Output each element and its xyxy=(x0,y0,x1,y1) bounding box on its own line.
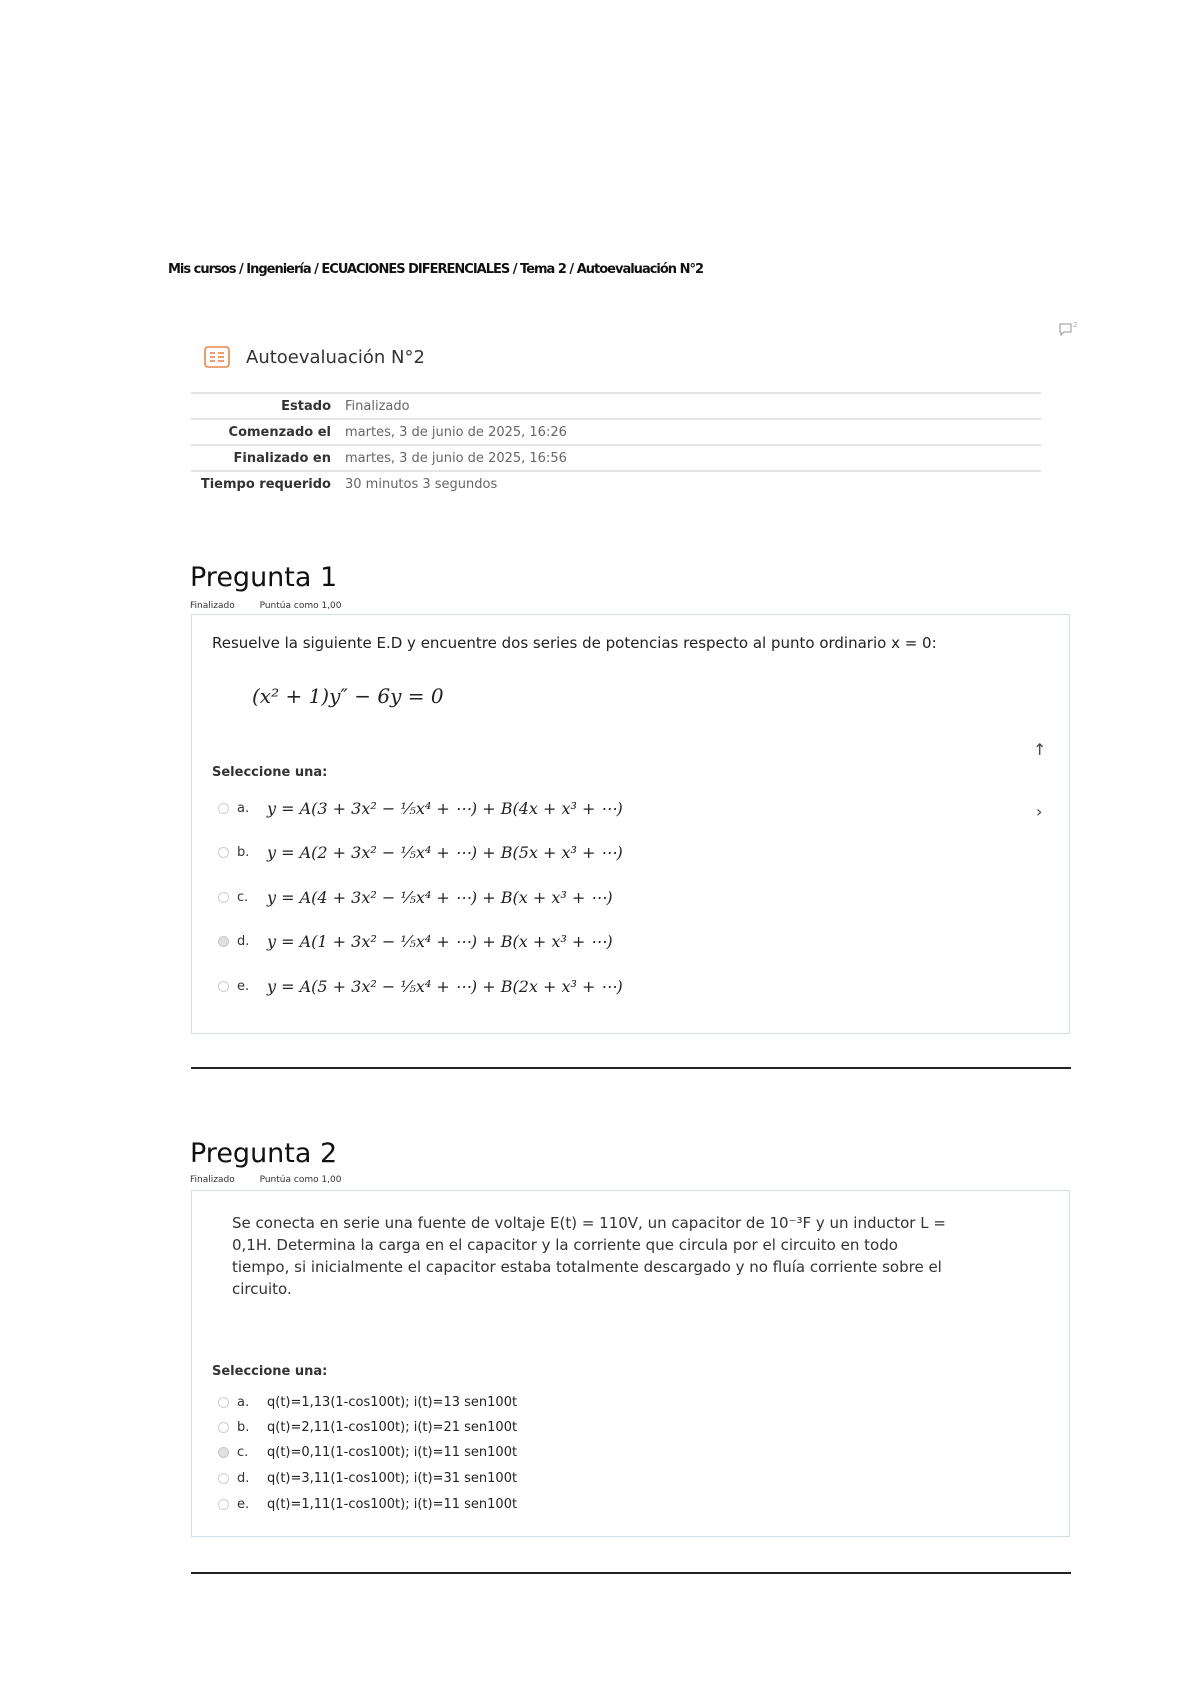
option-text: q(t)=3,11(1-cos100t); i(t)=31 sen100t xyxy=(267,1470,518,1486)
question-2-title: Pregunta 2 xyxy=(190,1138,338,1169)
summary-row xyxy=(191,419,1041,445)
radio-button[interactable] xyxy=(218,981,229,992)
option-text: q(t)=0,11(1-cos100t); i(t)=11 sen100t xyxy=(267,1444,518,1460)
option-text: q(t)=1,13(1-cos100t); i(t)=13 sen100t xyxy=(267,1394,518,1410)
summary-row xyxy=(191,471,1041,496)
radio-button[interactable] xyxy=(218,803,229,814)
option-letter: e. xyxy=(237,978,250,994)
option-letter: b. xyxy=(237,1419,250,1435)
summary-label: Estado xyxy=(191,393,345,419)
option-text: y = A(4 + 3x² − ⅕x⁴ + ⋯) + B(x + x³ + ⋯) xyxy=(267,887,613,907)
select-label: Seleccione una: xyxy=(212,1364,328,1379)
svg-text:2: 2 xyxy=(1073,321,1078,329)
radio-button[interactable] xyxy=(218,847,229,858)
option-letter: c. xyxy=(237,1444,249,1460)
option-letter: a. xyxy=(237,1394,250,1410)
summary-value: martes, 3 de junio de 2025, 16:56 xyxy=(345,445,1041,471)
radio-button[interactable] xyxy=(218,1499,229,1510)
option-text: y = A(5 + 3x² − ⅕x⁴ + ⋯) + B(2x + x³ + ⋯) xyxy=(267,976,623,996)
chevron-right-icon[interactable]: › xyxy=(1036,802,1043,821)
summary-label: Finalizado en xyxy=(191,445,345,471)
question-status: Finalizado xyxy=(190,1175,235,1185)
radio-button[interactable] xyxy=(218,1473,229,1484)
summary-value: Finalizado xyxy=(345,393,1041,419)
radio-button[interactable] xyxy=(218,1397,229,1408)
option-text: y = A(1 + 3x² − ⅕x⁴ + ⋯) + B(x + x³ + ⋯) xyxy=(267,931,613,951)
option-letter: a. xyxy=(237,800,250,816)
question-1-text: Resuelve la siguiente E.D y encuentre dos series de potencias respecto al punto ordinario x = 0: xyxy=(212,634,937,652)
option-letter: c. xyxy=(237,889,249,905)
radio-button-selected[interactable] xyxy=(218,1447,229,1458)
summary-label: Tiempo requerido xyxy=(191,471,345,496)
quiz-title: Autoevaluación N°2 xyxy=(246,346,425,368)
option-letter: d. xyxy=(237,933,250,949)
option-c[interactable] xyxy=(218,883,613,911)
question-status: Finalizado xyxy=(190,601,235,611)
option-e[interactable] xyxy=(218,1492,517,1516)
question-1-box xyxy=(191,614,1070,1034)
attempt-summary xyxy=(191,392,1041,496)
option-letter: d. xyxy=(237,1470,250,1486)
question-1-meta xyxy=(190,601,364,611)
comment-icon[interactable] xyxy=(1057,318,1079,340)
summary-label: Comenzado el xyxy=(191,419,345,445)
option-text: q(t)=1,11(1-cos100t); i(t)=11 sen100t xyxy=(267,1496,518,1512)
section-divider xyxy=(191,1572,1071,1574)
summary-row xyxy=(191,393,1041,419)
quiz-header xyxy=(204,344,425,370)
breadcrumb[interactable]: Mis cursos / Ingeniería / ECUACIONES DIFERENCIALES / Tema 2 / Autoevaluación N°2 xyxy=(168,262,704,277)
option-text: y = A(2 + 3x² − ⅕x⁴ + ⋯) + B(5x + x³ + ⋯) xyxy=(267,842,623,862)
question-score: Puntúa como 1,00 xyxy=(259,601,342,611)
section-divider xyxy=(191,1067,1071,1069)
question-2-meta xyxy=(190,1175,364,1185)
option-a[interactable] xyxy=(218,794,623,822)
radio-button[interactable] xyxy=(218,1422,229,1433)
option-text: y = A(3 + 3x² − ⅕x⁴ + ⋯) + B(4x + x³ + ⋯) xyxy=(267,798,623,818)
option-text: q(t)=2,11(1-cos100t); i(t)=21 sen100t xyxy=(267,1419,518,1435)
radio-button[interactable] xyxy=(218,892,229,903)
option-d[interactable] xyxy=(218,1466,517,1490)
option-c[interactable] xyxy=(218,1440,517,1464)
question-1-title: Pregunta 1 xyxy=(190,562,338,593)
arrow-up-icon[interactable]: ↑ xyxy=(1033,740,1047,759)
option-letter: b. xyxy=(237,844,250,860)
question-1-equation: (x² + 1)y″ − 6y = 0 xyxy=(252,684,444,708)
option-a[interactable] xyxy=(218,1390,517,1414)
question-score: Puntúa como 1,00 xyxy=(259,1175,342,1185)
option-d[interactable] xyxy=(218,927,613,955)
option-b[interactable] xyxy=(218,838,623,866)
quiz-icon xyxy=(204,346,230,368)
summary-value: martes, 3 de junio de 2025, 16:26 xyxy=(345,419,1041,445)
question-2-text: Se conecta en serie una fuente de voltaje E(t) = 110V, un capacitor de 10⁻³F y un inductor L = 0,1H. Determina la carga en el capacitor y la corriente que circula por el circuito en todo tiempo, si inicialmente el capacitor estaba totalmente descargado y no fluía corriente sobre el circuito. xyxy=(232,1214,946,1298)
summary-row xyxy=(191,445,1041,471)
select-label: Seleccione una: xyxy=(212,765,328,780)
option-letter: e. xyxy=(237,1496,250,1512)
summary-value: 30 minutos 3 segundos xyxy=(345,471,1041,496)
option-b[interactable] xyxy=(218,1415,517,1439)
option-e[interactable] xyxy=(218,972,623,1000)
radio-button-selected[interactable] xyxy=(218,936,229,947)
